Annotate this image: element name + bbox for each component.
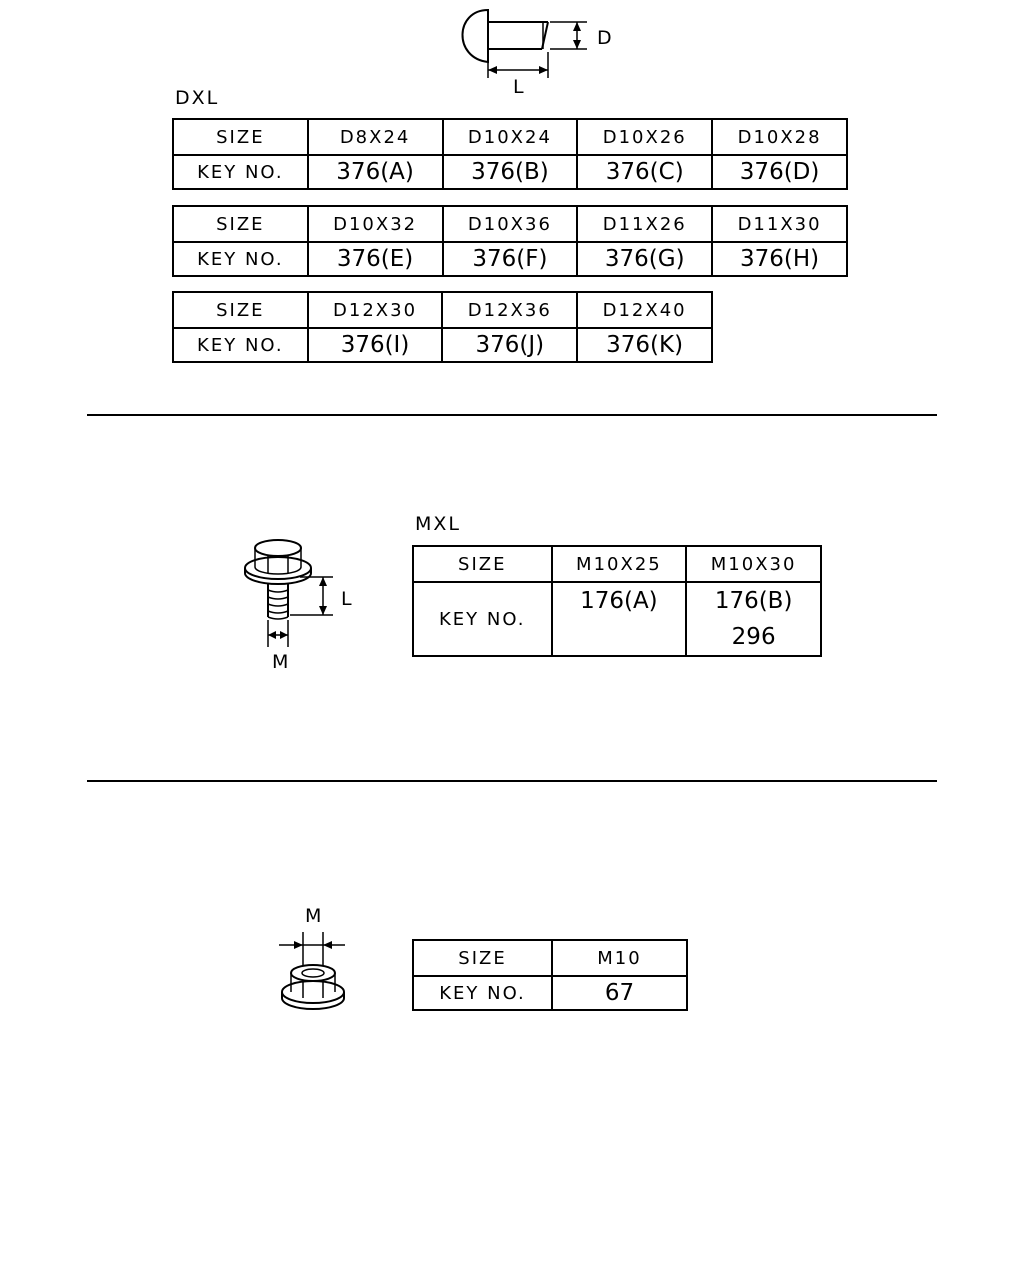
key-row (413, 582, 821, 656)
size-cell: M10X30 (686, 546, 821, 582)
rivet-table-3 (172, 291, 713, 363)
section-divider (87, 780, 937, 782)
size-header: SIZE (173, 206, 308, 242)
size-row (413, 940, 687, 976)
size-cell: D11X30 (712, 206, 847, 242)
size-row (173, 206, 847, 242)
size-cell: D10X26 (577, 119, 712, 155)
size-cell: D10X32 (308, 206, 443, 242)
key-row (173, 328, 712, 362)
bolt-table (412, 545, 822, 657)
rivet-dimension-l-label: L (513, 76, 524, 98)
size-row (173, 119, 847, 155)
key-cell (686, 582, 821, 656)
key-cell: 376(I) (308, 328, 443, 362)
key-cell: 376(A) (308, 155, 443, 189)
key-cell: 376(H) (712, 242, 847, 276)
size-row (173, 292, 712, 328)
size-cell: D12X36 (442, 292, 577, 328)
size-header: SIZE (173, 119, 308, 155)
key-header: KEY NO. (413, 582, 552, 656)
size-header: SIZE (413, 940, 552, 976)
key-header: KEY NO. (173, 242, 308, 276)
key-row (173, 155, 847, 189)
size-cell: D8X24 (308, 119, 443, 155)
key-cell: 376(B) (443, 155, 578, 189)
key-cell: 376(J) (442, 328, 577, 362)
bolt-dimension-m-label: M (272, 651, 289, 673)
key-header: KEY NO. (413, 976, 552, 1010)
section-divider (87, 414, 937, 416)
size-header: SIZE (413, 546, 552, 582)
key-cell (552, 582, 687, 656)
key-cell: 67 (552, 976, 687, 1010)
flange-nut-diagram (275, 930, 355, 1015)
key-cell: 376(G) (577, 242, 712, 276)
rivet-table-2 (172, 205, 848, 277)
key-cell: 376(K) (577, 328, 712, 362)
size-cell: D12X40 (577, 292, 712, 328)
size-row (413, 546, 821, 582)
key-header: KEY NO. (173, 328, 308, 362)
bolt-caption: MXL (415, 513, 461, 535)
key-row (173, 242, 847, 276)
size-cell: D12X30 (308, 292, 443, 328)
rivet-table-1 (172, 118, 848, 190)
key-header: KEY NO. (173, 155, 308, 189)
size-cell: D10X24 (443, 119, 578, 155)
rivet-dimension-d-label: D (597, 27, 612, 49)
key-value: 296 (731, 624, 776, 650)
size-cell: D10X36 (443, 206, 578, 242)
bolt-dimension-l-label: L (341, 588, 352, 610)
size-cell: M10X25 (552, 546, 687, 582)
key-cell: 376(C) (577, 155, 712, 189)
key-cell: 376(E) (308, 242, 443, 276)
key-value: 176(A) (580, 588, 658, 614)
key-row (413, 976, 687, 1010)
size-cell: M10 (552, 940, 687, 976)
size-header: SIZE (173, 292, 308, 328)
key-value: 176(B) (714, 588, 793, 614)
nut-dimension-m-label: M (305, 905, 322, 927)
rivet-caption: DXL (175, 87, 220, 109)
key-cell: 376(F) (443, 242, 578, 276)
nut-table (412, 939, 688, 1011)
size-cell: D11X26 (577, 206, 712, 242)
size-cell: D10X28 (712, 119, 847, 155)
key-cell: 376(D) (712, 155, 847, 189)
